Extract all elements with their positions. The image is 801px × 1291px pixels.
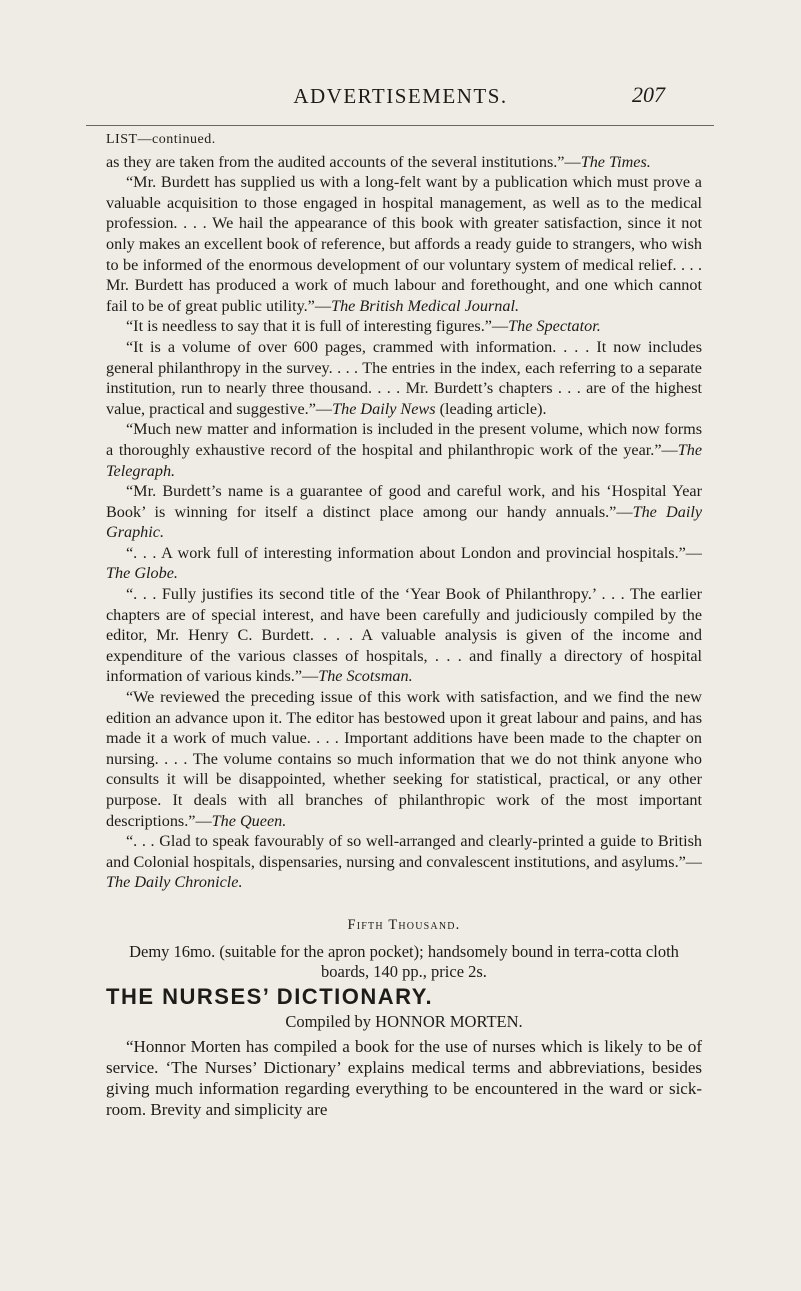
review-queen: [106, 687, 702, 831]
section-spacer: [106, 893, 702, 915]
review-text: “. . . Glad to speak favourably of so well-arranged and clearly-printed a guide to British and Colonial hospitals, dispensaries, nursing and convalescent institutions, and asylums.”—: [106, 832, 702, 871]
review-bmj: [106, 172, 702, 316]
header-rule: [86, 125, 714, 126]
review-source: The Daily Graphic.: [106, 502, 703, 542]
review-text: “. . . Fully justifies its second title of the ‘Year Book of Philanthropy.’ . . . The earlier chapters are of special interest, and have been carefully and judiciously compiled by the editor, Mr. Henry C. Burdett. . . . A valuable analysis is given of the income and expenditure of the various classes of hospitals, . . . and finally a directory of hospital information of various kinds.”—: [106, 585, 702, 686]
review-text: “We reviewed the preceding issue of this work with satisfaction, and we find the new edition an advance upon it. The editor has bestowed upon it great labour and pains, and has made it a work of much value. . . . Important additions have been made to the chapter on nursing. . . . The volume contains so much information that we do not think anyone who consults it will be disappointed, whether seeking for statistical, practical, or any other purpose. It deals with all branches of philanthropic work of the most important descriptions.”—: [106, 688, 702, 830]
review-telegraph: [106, 419, 702, 481]
book-title: THE NURSES’ DICTIONARY.: [106, 983, 434, 1009]
review-text: “. . . A work full of interesting information about London and provincial hospitals.”—: [126, 543, 702, 562]
review-source: The Globe.: [106, 564, 178, 583]
edition-heading: Fifth Thousand.: [347, 916, 461, 933]
review-scotsman: [106, 584, 702, 687]
list-continued-label: LIST—continued.: [106, 132, 216, 147]
review-source: The Telegraph.: [106, 440, 702, 480]
review-text: “Mr. Burdett has supplied us with a long-felt want by a publication which must prove a valuable acquisition to those engaged in hospital management, as well as to the medical profession. . . . We hail the appearance of this book with greater satisfaction, since it not only makes an excellent book of reference, but affords a ready guide to strangers, who wish to be informed of the enormous development of our voluntary system of medical relief. . . . Mr. Burdett has produced a work of much labour and forethought, and one which cannot fail to be of great public utility.”—: [106, 173, 702, 315]
running-head: ADVERTISEMENTS.: [293, 84, 508, 108]
review-globe: [106, 543, 702, 584]
page-number: 207: [632, 82, 665, 107]
review-source-note: (leading article).: [435, 399, 547, 418]
review-source: The Daily News: [332, 399, 436, 418]
review-text: “Much new matter and information is included in the present volume, which now forms a thoroughly exhaustive record of the hospital and philanthropic work of the year.”—: [106, 420, 702, 459]
review-spectator: [106, 316, 702, 337]
review-source: The Daily Chronicle.: [106, 873, 243, 892]
review-source: The Times.: [580, 152, 651, 171]
page-body: [106, 130, 702, 1120]
review-source: The Spectator.: [508, 317, 601, 336]
review-daily-news: [106, 337, 702, 419]
review-text: as they are taken from the audited accounts of the several institutions.”—: [106, 152, 581, 171]
page-header: [0, 84, 801, 120]
review-text: “Mr. Burdett’s name is a guarantee of good and careful work, and his ‘Hospital Year Book’ is winning for itself a distinct place among our handy annuals.”—: [106, 482, 702, 521]
review-source: The British Medical Journal.: [331, 296, 519, 315]
review-text: “It is needless to say that it is full of interesting figures.”—: [126, 317, 509, 336]
book-format: Demy 16mo. (suitable for the apron pocket); handsomely bound in terra-cotta cloth boards, 140 pp., price 2s.: [129, 941, 679, 982]
review-source: The Scotsman.: [318, 667, 413, 686]
review-text: “It is a volume of over 600 pages, crammed with information. . . . It now includes general philanthropy in the survey. . . . The entries in the index, each referring to a separate institution, run to nearly three thousand. . . . Mr. Burdett’s chapters . . . are of the highest value, practical and suggestive.”—: [106, 337, 702, 418]
review-daily-chronicle: [106, 831, 702, 893]
dictionary-review: “Honnor Morten has compiled a book for the use of nurses which is likely to be of service. ‘The Nurses’ Dictionary’ explains medical terms and abbreviations, besides giving much information regarding everything to be encountered in the ward or sick-room. Brevity and simplicity are: [106, 1036, 702, 1119]
review-source: The Queen.: [211, 811, 287, 830]
compiled-by: Compiled by HONNOR MORTEN.: [285, 1012, 523, 1032]
review-daily-graphic: [106, 481, 702, 543]
review-times: [106, 152, 702, 173]
